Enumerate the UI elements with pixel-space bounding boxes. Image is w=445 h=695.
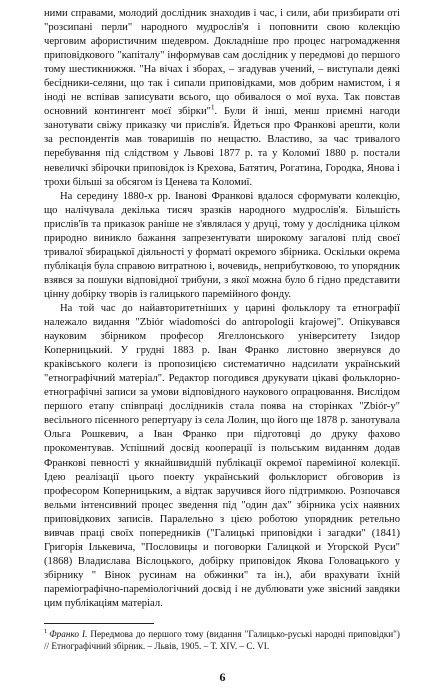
footnote-reference: 1 [210, 103, 215, 112]
footnote-author: Франко І. [49, 629, 88, 639]
paragraph [44, 7, 400, 190]
paragraph [44, 302, 400, 611]
footnote-text: Передмова до першого тому (видання "Галицько-руські народні приповідки") // Етнографічний збірник. – Львів, 1905. – Т. XIV. – С. VI. [44, 629, 400, 651]
page-number: 6 [219, 670, 226, 684]
paragraph-text: На середину 1880-х рр. Іванові Франкові вдалося сформувати колекцію, що налічувала декілька тисяч зразків народного мудрослів'я. Більшість прислів'їв та приказок раніше не з'являлася у друці, тому у дослідника цілком природно виникло бажання запрезентувати широкому загалові плід своєї тривалої збирацької діяльності у форматі окремого збірника. Оскільки окрема публікація була справою витратною і, вочевидь, неприбутковою, то упорядник взявся за пошуки відповідної трибуни, з якої можна було б гідно представити цінну добірку творів із галицького паремійного фонду. [44, 190, 400, 300]
body-text [44, 7, 400, 611]
footnote-number: 1 [44, 627, 48, 635]
paragraph-text: На той час до найавторитетніших у царині фольклору та етнографії належало видання "Zbiór wiadomości do antropologii krajowej". Опікувався науковим збірником професор Ягеллонського університету Ізидор Коперницький. У грудні 1883 р. Іван Франко листовно звернувся до краківського колеги із пропозицією систематично надсилати український "етнографічний матеріал". Редактор погодився друкувати цікаві фольклорно-етнографічні записи за умови відповідного наукового опрацювання. Вислідом першого етапу співпраці дослідників стала поява на сторінках "Zbiór-у" весільного пісенного репертуару із села Лолин, що його ще 1878 р. занотувала Ольга Рошкевич, а Іван Франко при підготовці до друку фахово прокоментував. Успішний досвід кооперації із польським виданням додав Франкові певності у якнайшвидшій публікації окремої пареміиної колекції. Ідею реалізації цього поекту український фольклорист обговорив із професором Коперницьким, а відтак заручився його підтримкою. Розпочався вельми інтенсивний процес зведення під "один дах" збірника усіх наявних приповідкових записів. Паралельно з цією роботою упорядник ретельно вивчав праці своїх попередників ("Галицькі приповідки і загадки" (1841) Григорія Ількевича, "Пословицы и поговорки Галицкой и Угорской Руси" (1868) Владислава Віслоцького, добірку приповідок Якова Головацького у збірнику " Вінок русинам на обжинки" та ін.), аби врахувати їхній пареміографічно-пареміологічний досвід і не дублювати уже звісний завдяки цим публікаціям матеріал. [44, 302, 400, 609]
paragraph-text: ними справами, молодий дослідник знаходив і час, і сили, аби призбирати оті "розсипані перли" народного мудрослів'я і поповнити свою колекцію черговим афористичним шедевром. Докладніше про процес нагромадження приповідкового "капіталу" інформував сам дослідник у передмові до першого тому шестикнижжя. "На вічах і зборах, – згадував учений, – виступали деякі бесідники-селяни, що так і сипали приповідками, мов добрим намистом, і я іноді не вспівав записувати всього, що обивалося о мої вуха. Так повстав основний контингент моєї збірки" [44, 8, 400, 118]
paragraph [44, 190, 400, 302]
paragraph-text: . Були й інші, менш приємні нагоди занотувати свіжу приказку чи прислів'я. Йдеться про Франкові арешти, коли за респондентів мав товаришів по нещастю. Властиво, за час тривалого перебування під слідством у Львові 1877 р. та у Коломиї 1880 р. постали невеличкі збірочки приповідок із Крехова, Батятич, Рогатина, Городка, Янова і трохи більші за обсягом із Ценева та Коломиї. [44, 106, 400, 188]
footnote-divider [44, 623, 154, 624]
footnote [44, 628, 400, 652]
